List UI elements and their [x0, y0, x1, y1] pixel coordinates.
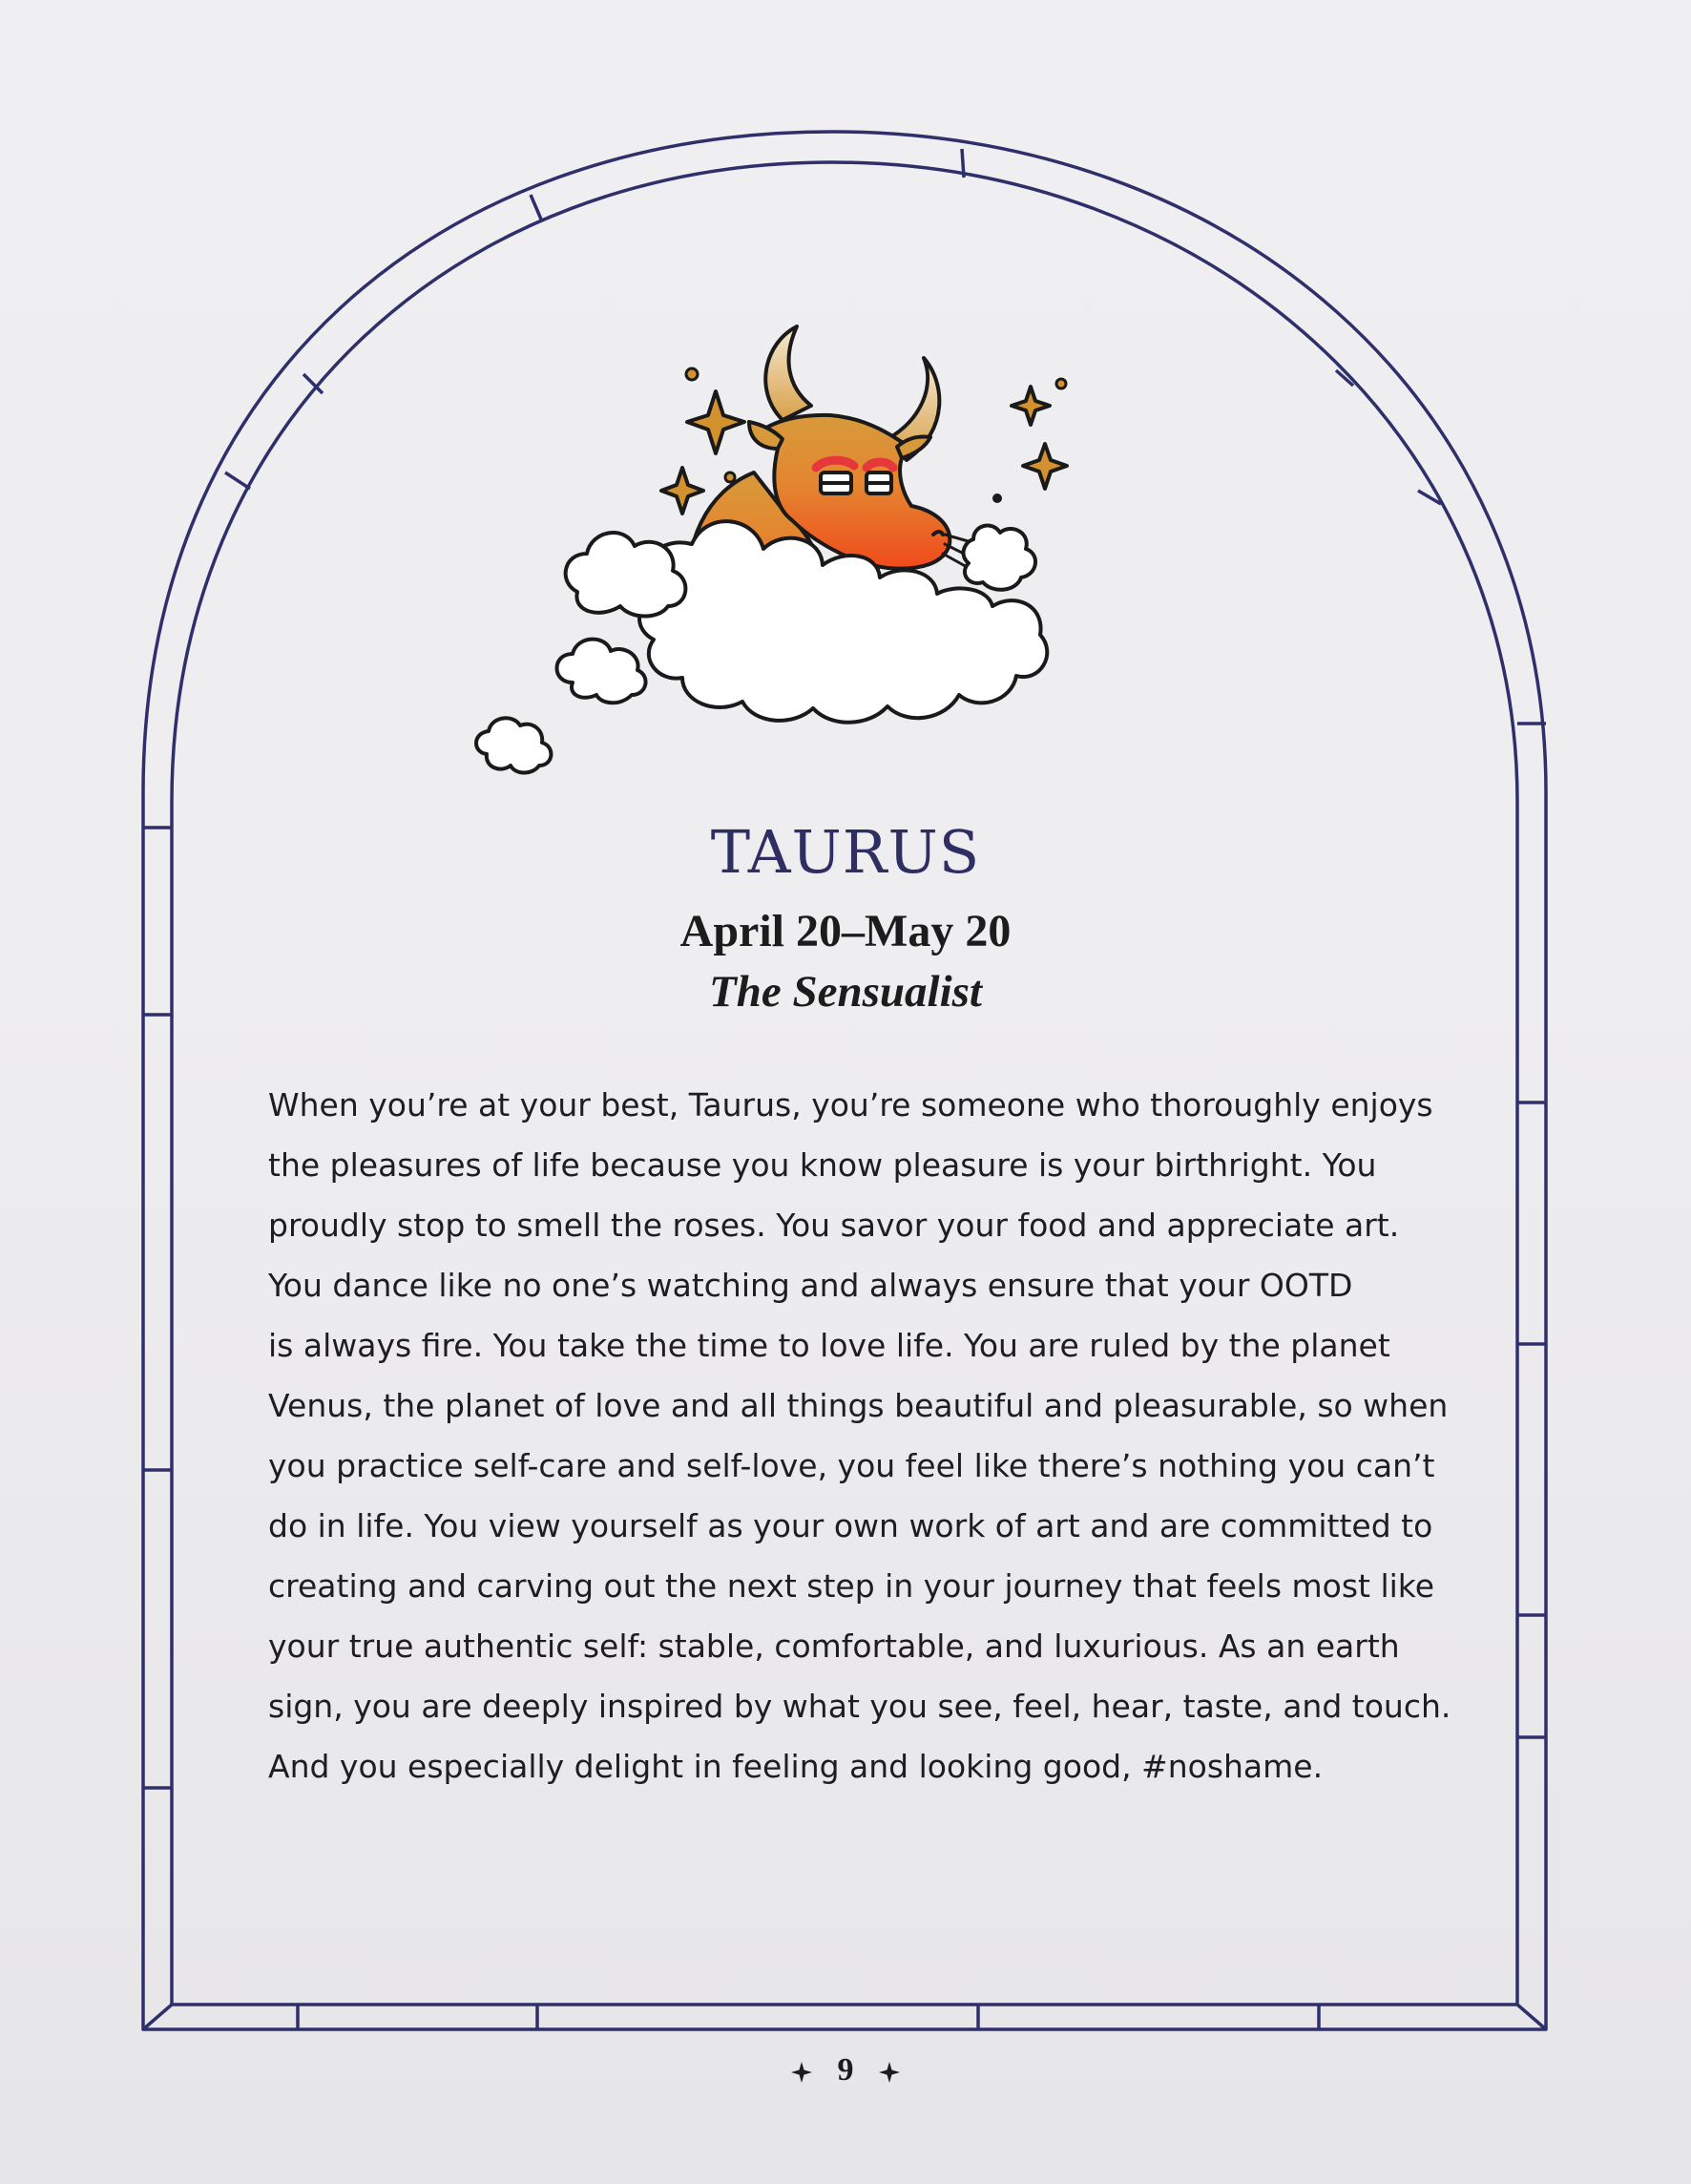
body-line: Venus, the planet of love and all things beautiful and pleasurable, so when [268, 1387, 1449, 1424]
dot-icon [686, 368, 698, 380]
dot-icon [725, 472, 735, 482]
left-horn [765, 326, 811, 420]
tiny-cloud [476, 718, 551, 772]
body-line: is always fire. You take the time to love life. You are ruled by the planet [268, 1327, 1390, 1364]
star-ornament-icon [879, 2062, 900, 2083]
star-ornament-icon [791, 2062, 812, 2083]
small-cloud [557, 640, 646, 704]
bull-head-in-clouds-icon [468, 315, 1117, 792]
body-line: do in life. You view yourself as your own work of art and are committed to [268, 1507, 1433, 1544]
body-line: proudly stop to smell the roses. You savor your food and appreciate art. [268, 1207, 1400, 1244]
body-line: the pleasures of life because you know pleasure is your birthright. You [268, 1146, 1377, 1184]
page-number: 9 [837, 2052, 854, 2088]
dot-icon [1056, 379, 1066, 388]
page-footer [0, 2052, 1691, 2089]
body-line: You dance like no one’s watching and always ensure that your OOTD [268, 1267, 1353, 1304]
body-line: And you especially delight in feeling and looking good, #noshame. [268, 1748, 1324, 1785]
body-line: you practice self-care and self-love, you feel like there’s nothing you can’t [268, 1447, 1435, 1484]
body-line: creating and carving out the next step in your journey that feels most like [268, 1567, 1435, 1605]
body-line: sign, you are deeply inspired by what you see, feel, hear, taste, and touch. [268, 1688, 1451, 1725]
body-paragraph [268, 1075, 1451, 1796]
sign-title: TAURUS [710, 817, 981, 887]
body-line: When you’re at your best, Taurus, you’re someone who thoroughly enjoys [268, 1086, 1433, 1124]
sign-dates: April 20–May 20 [679, 906, 1012, 956]
sparkle-icon [661, 468, 703, 514]
breath-puff [964, 526, 1035, 590]
sparkle-icon [687, 391, 744, 453]
body-line: your true authentic self: stable, comfortable, and luxurious. As an earth [268, 1628, 1400, 1665]
sparkle-icon [1012, 387, 1050, 425]
sparkle-icon [1023, 444, 1067, 489]
dot-icon [992, 494, 1002, 503]
sign-archetype: The Sensualist [709, 967, 982, 1017]
